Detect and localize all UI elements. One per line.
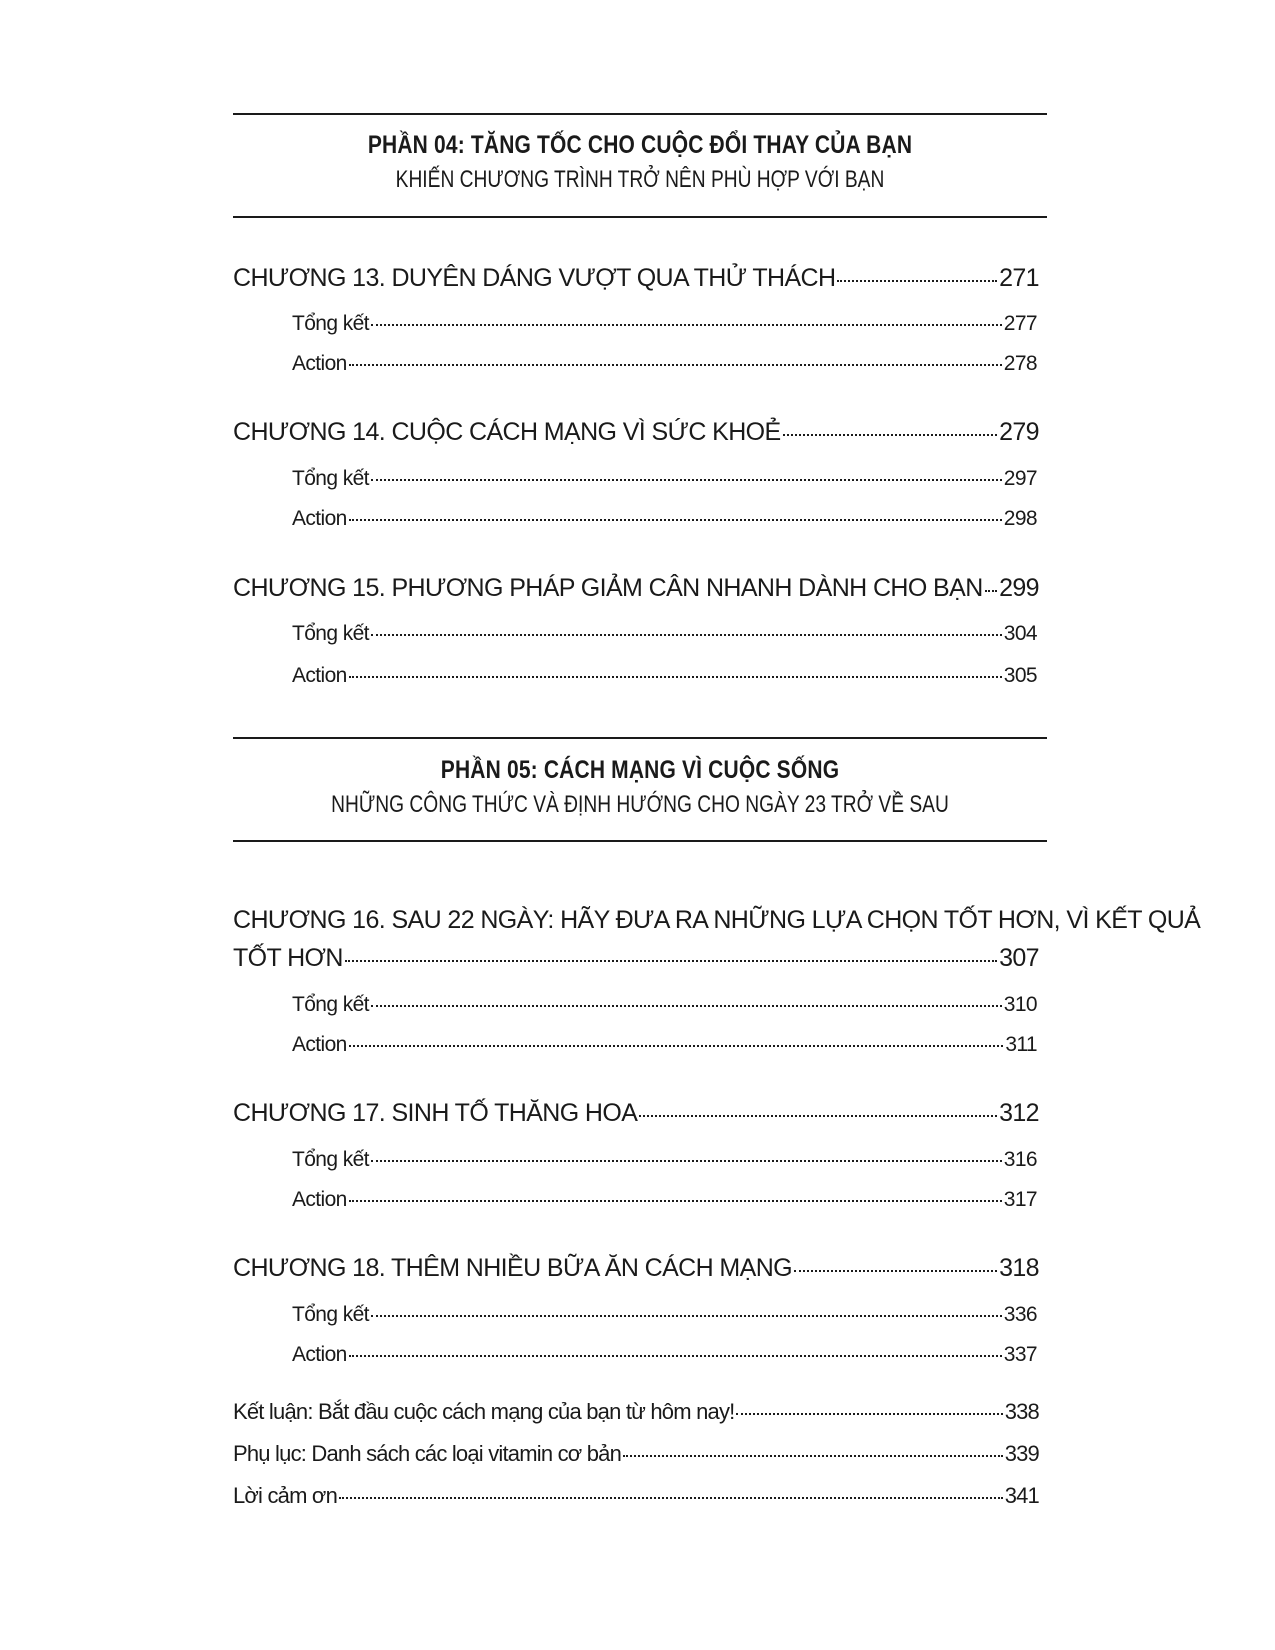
page-number: 337 xyxy=(1003,1343,1037,1366)
entry-label: Phụ lục: Danh sách các loại vitamin cơ bản xyxy=(233,1441,622,1466)
dot-leader xyxy=(783,434,998,436)
page-number: 297 xyxy=(1003,467,1037,490)
toc-subentry[interactable] xyxy=(292,622,1037,646)
divider xyxy=(233,737,1047,739)
dot-leader xyxy=(736,1413,1002,1415)
entry-label: Kết luận: Bắt đầu cuộc cách mạng của bạn từ hôm nay! xyxy=(233,1399,735,1424)
subentry-label: Tổng kết xyxy=(292,1303,369,1326)
page-number: 318 xyxy=(999,1254,1039,1282)
toc-acknowledgements[interactable] xyxy=(233,1483,1039,1509)
page-number: 339 xyxy=(1004,1441,1039,1466)
part-04-heading xyxy=(233,131,1047,194)
page-number: 317 xyxy=(1003,1188,1037,1211)
toc-subentry[interactable] xyxy=(292,993,1037,1017)
dot-leader xyxy=(639,1115,997,1117)
subentry-label: Tổng kết xyxy=(292,993,369,1016)
dot-leader xyxy=(345,960,997,962)
chapter-title-line-1[interactable]: CHƯƠNG 16. SAU 22 NGÀY: HÃY ĐƯA RA NHỮNG LỰA CHỌN TỐT HƠN, VÌ KẾT QUẢ xyxy=(233,906,1201,934)
page-number: 312 xyxy=(999,1099,1039,1127)
page-number: 311 xyxy=(1005,1033,1037,1056)
chapter-title-line-2: TỐT HƠN xyxy=(233,944,343,972)
page-number: 316 xyxy=(1003,1148,1037,1171)
dot-leader xyxy=(371,1315,1002,1317)
subentry-label: Action xyxy=(292,352,347,375)
dot-leader xyxy=(349,1355,1002,1357)
dot-leader xyxy=(371,1005,1002,1007)
toc-subentry[interactable] xyxy=(292,507,1037,531)
toc-subentry[interactable] xyxy=(292,664,1037,688)
toc-subentry[interactable] xyxy=(292,1188,1037,1212)
page-number: 298 xyxy=(1003,507,1037,530)
dot-leader xyxy=(349,519,1002,521)
toc-subentry[interactable] xyxy=(292,352,1037,376)
chapter-title: CHƯƠNG 17. SINH TỐ THĂNG HOA xyxy=(233,1099,638,1127)
dot-leader xyxy=(349,676,1002,678)
dot-leader xyxy=(623,1455,1003,1457)
page-number: 336 xyxy=(1003,1303,1037,1326)
toc-appendix[interactable] xyxy=(233,1441,1039,1467)
page-number: 278 xyxy=(1003,352,1037,375)
divider xyxy=(233,840,1047,842)
chapter-title: CHƯƠNG 15. PHƯƠNG PHÁP GIẢM CÂN NHANH DÀNH CHO BẠN xyxy=(233,574,983,602)
subentry-label: Tổng kết xyxy=(292,467,369,490)
toc-subentry[interactable] xyxy=(292,1303,1037,1327)
toc-subentry[interactable] xyxy=(292,1343,1037,1367)
dot-leader xyxy=(794,1270,997,1272)
subentry-label: Action xyxy=(292,1188,347,1211)
part-05-heading xyxy=(233,756,1047,819)
subentry-label: Tổng kết xyxy=(292,622,369,645)
subentry-label: Tổng kết xyxy=(292,312,369,335)
toc-subentry[interactable] xyxy=(292,1148,1037,1172)
entry-label: Lời cảm ơn xyxy=(233,1483,337,1508)
toc-chapter-14[interactable] xyxy=(233,418,1039,447)
toc-chapter-17[interactable] xyxy=(233,1099,1039,1128)
dot-leader xyxy=(371,1160,1002,1162)
toc-chapter-15[interactable] xyxy=(233,574,1039,603)
subentry-label: Action xyxy=(292,664,347,687)
toc-conclusion[interactable] xyxy=(233,1399,1039,1425)
page-number: 341 xyxy=(1004,1483,1039,1508)
toc-chapter-13[interactable] xyxy=(233,264,1039,293)
page-number: 310 xyxy=(1003,993,1037,1016)
subentry-label: Action xyxy=(292,1343,347,1366)
dot-leader xyxy=(349,1045,1004,1047)
chapter-title: CHƯƠNG 14. CUỘC CÁCH MẠNG VÌ SỨC KHOẺ xyxy=(233,418,781,446)
page-number: 305 xyxy=(1003,664,1037,687)
page-number: 338 xyxy=(1004,1399,1039,1424)
part-subtitle: NHỮNG CÔNG THỨC VÀ ĐỊNH HƯỚNG CHO NGÀY 23 TRỞ VỀ SAU xyxy=(331,791,949,818)
dot-leader xyxy=(837,280,997,282)
part-title: PHẦN 05: CÁCH MẠNG VÌ CUỘC SỐNG xyxy=(440,756,840,784)
toc-subentry[interactable] xyxy=(292,312,1037,336)
part-title: PHẦN 04: TĂNG TỐC CHO CUỘC ĐỔI THAY CỦA BẠN xyxy=(367,131,913,159)
chapter-title: CHƯƠNG 18. THÊM NHIỀU BỮA ĂN CÁCH MẠNG xyxy=(233,1254,793,1282)
part-subtitle: KHIẾN CHƯƠNG TRÌNH TRỞ NÊN PHÙ HỢP VỚI BẠN xyxy=(395,166,885,193)
subentry-label: Tổng kết xyxy=(292,1148,369,1171)
dot-leader xyxy=(371,479,1002,481)
divider xyxy=(233,216,1047,218)
dot-leader xyxy=(349,1200,1002,1202)
dot-leader xyxy=(371,324,1002,326)
page-number: 271 xyxy=(999,264,1039,292)
toc-subentry[interactable] xyxy=(292,1033,1037,1057)
page-number: 304 xyxy=(1003,622,1037,645)
toc-chapter-18[interactable] xyxy=(233,1254,1039,1283)
page-number: 277 xyxy=(1003,312,1037,335)
dot-leader xyxy=(349,364,1002,366)
subentry-label: Action xyxy=(292,507,347,530)
divider xyxy=(233,113,1047,115)
page-number: 279 xyxy=(999,418,1039,446)
chapter-title: CHƯƠNG 13. DUYÊN DÁNG VƯỢT QUA THỬ THÁCH xyxy=(233,264,836,292)
page-number: 307 xyxy=(999,944,1039,972)
page-number: 299 xyxy=(999,574,1039,602)
toc-subentry[interactable] xyxy=(292,467,1037,491)
toc-chapter-16[interactable] xyxy=(233,944,1039,973)
dot-leader xyxy=(371,634,1002,636)
dot-leader xyxy=(985,590,997,592)
subentry-label: Action xyxy=(292,1033,347,1056)
dot-leader xyxy=(339,1497,1003,1499)
